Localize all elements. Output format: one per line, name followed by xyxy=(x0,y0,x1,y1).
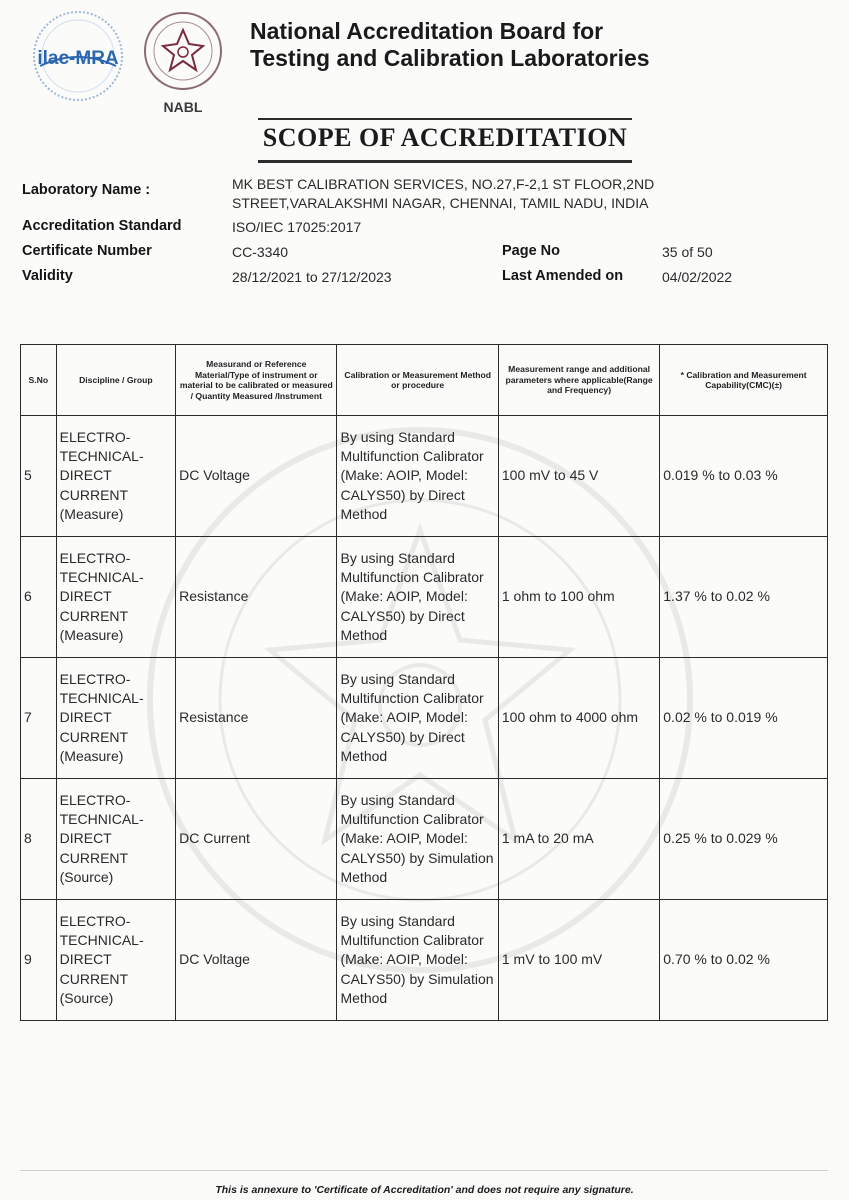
lab-name-value xyxy=(232,175,654,213)
table-row xyxy=(21,658,828,779)
header-cmc: * Calibration and Measurement Capability(CMC)(±) xyxy=(660,345,828,416)
certificate-value: CC-3340 xyxy=(232,244,289,260)
standard-label: Accreditation Standard xyxy=(22,218,182,234)
scope-title: SCOPE OF ACCREDITATION xyxy=(258,118,632,163)
page-value: 35 of 50 xyxy=(662,244,713,260)
org-title xyxy=(250,18,810,72)
cell-range: 1 mV to 100 mV xyxy=(498,900,659,1021)
cell-measurand: DC Current xyxy=(176,779,337,900)
cell-range: 1 ohm to 100 ohm xyxy=(498,537,659,658)
cell-measurand: DC Voltage xyxy=(176,900,337,1021)
nabl-logo-text: NABL xyxy=(163,99,203,115)
cell-method: By using Standard Multifunction Calibrator (Make: AOIP, Model: CALYS50) by Direct Method xyxy=(337,658,498,779)
scope-table xyxy=(20,344,828,1021)
ilac-mra-logo xyxy=(30,8,126,104)
header-range: Measurement range and additional parameters where applicable(Range and Frequency) xyxy=(498,345,659,416)
lab-name-line1: MK BEST CALIBRATION SERVICES, NO.27,F-2,1 ST FLOOR,2ND xyxy=(232,176,655,192)
cell-discipline: ELECTRO-TECHNICAL-DIRECT CURRENT (Source) xyxy=(56,779,175,900)
org-title-line1: National Accreditation Board for xyxy=(250,18,604,44)
cell-sno: 5 xyxy=(21,416,57,537)
ilac-logo-text: ilac-MRA xyxy=(37,48,119,69)
cell-cmc: 0.25 % to 0.029 % xyxy=(660,779,828,900)
header-discipline: Discipline / Group xyxy=(56,345,175,416)
footer-divider xyxy=(20,1170,828,1171)
cell-cmc: 1.37 % to 0.02 % xyxy=(660,537,828,658)
cell-cmc: 0.019 % to 0.03 % xyxy=(660,416,828,537)
cell-method: By using Standard Multifunction Calibrator (Make: AOIP, Model: CALYS50) by Simulation Method xyxy=(337,900,498,1021)
cell-sno: 7 xyxy=(21,658,57,779)
cell-method: By using Standard Multifunction Calibrator (Make: AOIP, Model: CALYS50) by Direct Method xyxy=(337,416,498,537)
table-row xyxy=(21,537,828,658)
header-method: Calibration or Measurement Method or procedure xyxy=(337,345,498,416)
cell-range: 100 mV to 45 V xyxy=(498,416,659,537)
cell-discipline: ELECTRO-TECHNICAL-DIRECT CURRENT (Measure) xyxy=(56,658,175,779)
table-row xyxy=(21,900,828,1021)
cell-measurand: DC Voltage xyxy=(176,416,337,537)
cell-discipline: ELECTRO-TECHNICAL-DIRECT CURRENT (Measure) xyxy=(56,537,175,658)
cell-method: By using Standard Multifunction Calibrator (Make: AOIP, Model: CALYS50) by Simulation Method xyxy=(337,779,498,900)
cell-sno: 8 xyxy=(21,779,57,900)
cell-measurand: Resistance xyxy=(176,658,337,779)
cell-method: By using Standard Multifunction Calibrator (Make: AOIP, Model: CALYS50) by Direct Method xyxy=(337,537,498,658)
cell-cmc: 0.70 % to 0.02 % xyxy=(660,900,828,1021)
amended-label: Last Amended on xyxy=(502,268,624,284)
org-title-line2: Testing and Calibration Laboratories xyxy=(250,45,650,71)
cell-measurand: Resistance xyxy=(176,537,337,658)
nabl-logo xyxy=(140,8,226,120)
table-row xyxy=(21,779,828,900)
cell-sno: 9 xyxy=(21,900,57,1021)
cell-discipline: ELECTRO-TECHNICAL-DIRECT CURRENT (Measure) xyxy=(56,416,175,537)
header-sno: S.No xyxy=(21,345,57,416)
page-label: Page No xyxy=(502,243,561,259)
cell-cmc: 0.02 % to 0.019 % xyxy=(660,658,828,779)
header-measurand: Measurand or Reference Material/Type of instrument or material to be calibrated or measured / Quantity Measured /Instrument xyxy=(176,345,337,416)
cell-range: 100 ohm to 4000 ohm xyxy=(498,658,659,779)
validity-value: 28/12/2021 to 27/12/2023 xyxy=(232,269,392,285)
footer-note: This is annexure to 'Certificate of Accreditation' and does not require any signature. xyxy=(215,1184,634,1196)
standard-value: ISO/IEC 17025:2017 xyxy=(232,219,362,235)
table-header-row xyxy=(21,345,828,416)
lab-name-line2: STREET,VARALAKSHMI NAGAR, CHENNAI, TAMIL NADU, INDIA xyxy=(232,195,649,211)
certificate-label: Certificate Number xyxy=(22,243,152,259)
cell-sno: 6 xyxy=(21,537,57,658)
cell-discipline: ELECTRO-TECHNICAL-DIRECT CURRENT (Source) xyxy=(56,900,175,1021)
validity-label: Validity xyxy=(22,268,73,284)
table-row xyxy=(21,416,828,537)
amended-value: 04/02/2022 xyxy=(662,269,733,285)
lab-name-label: Laboratory Name : xyxy=(22,182,151,198)
cell-range: 1 mA to 20 mA xyxy=(498,779,659,900)
